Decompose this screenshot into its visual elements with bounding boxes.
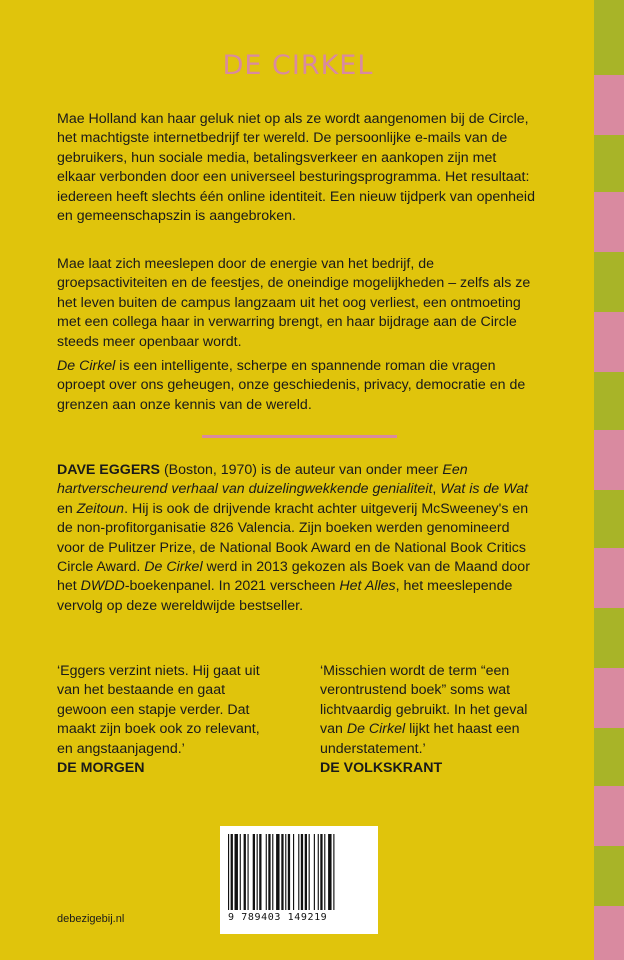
stripe-segment xyxy=(594,372,624,430)
book-title-italic: De Cirkel xyxy=(57,358,116,374)
author-bio xyxy=(57,461,537,616)
publisher-url: debezigebij.nl xyxy=(57,913,125,925)
stripe-segment xyxy=(594,192,624,252)
blurb-paragraph-3 xyxy=(57,357,537,415)
bio-text: . Hij is ook de drijvende kracht achter uitgeverij McSweeney's en de non-profitorganisatie 826 Valencia. Zijn boeken werden genomineerd voor de Pulitzer Prize, de National Book Award en de National Book Critics Circle Award. xyxy=(57,500,529,576)
bio-book-title: Het Alles xyxy=(339,578,396,595)
bio-text: , het meeslepende vervolg op deze wereldwijde bestseller. xyxy=(57,578,513,614)
stripe-segment xyxy=(594,312,624,372)
barcode-bar xyxy=(320,834,322,910)
author-name: DAVE EGGERS xyxy=(57,462,161,478)
stripe-segment xyxy=(594,430,624,490)
barcode-bar xyxy=(293,834,294,910)
stripe-segment xyxy=(594,0,624,75)
barcode-bar xyxy=(231,834,233,910)
barcode-bar xyxy=(257,834,258,910)
bio-text: -boekenpanel. In 2021 verscheen xyxy=(124,578,340,595)
barcode-bar xyxy=(309,834,310,910)
quote-book-title: De Cirkel xyxy=(346,721,406,738)
barcode-bar xyxy=(276,834,279,910)
stripe-segment xyxy=(594,846,624,906)
stripe-segment xyxy=(594,786,624,846)
stripe-segment xyxy=(594,490,624,548)
barcode-bar xyxy=(324,834,325,910)
stripe-segment xyxy=(594,75,624,135)
barcode-bar xyxy=(288,834,290,910)
bio-book-title: De Cirkel xyxy=(144,559,203,576)
stripe-segment xyxy=(594,548,624,608)
barcode-bar xyxy=(240,834,241,910)
barcode-bar xyxy=(318,834,319,910)
quote-source: DE VOLKSKRANT xyxy=(320,760,443,777)
barcode-bar xyxy=(253,834,255,910)
barcode-bar xyxy=(272,834,273,910)
quote-source: DE MORGEN xyxy=(57,760,145,777)
bio-book-title: Wat is de Wat xyxy=(440,481,529,498)
barcode-bar xyxy=(285,834,286,910)
bio-text: , xyxy=(432,481,441,498)
bio-panel-name: DWDD xyxy=(80,578,125,595)
stripe-segment xyxy=(594,135,624,192)
side-stripe xyxy=(594,0,624,960)
stripe-segment xyxy=(594,608,624,668)
barcode-bar xyxy=(298,834,299,910)
blurb-paragraph-2: Mae laat zich meeslepen door de energie van het bedrijf, de groepsactiviteiten en de feestjes, de oneindige mogelijkheden – zelfs als ze het leven buiten de campus langzaam uit het oog verliest, een ontmoeting met een collega haar in verwarring brengt, en haar bijdrage aan de Circle steeds meer openbaar wordt. xyxy=(57,256,531,350)
barcode-bar xyxy=(333,834,334,910)
barcode-bar xyxy=(328,834,331,910)
isbn-number: 9 789403 149219 xyxy=(228,912,328,923)
stripe-segment xyxy=(594,668,624,728)
quote-text: ‘Eggers verzint niets. Hij gaat uit van het bestaande en gaat gewoon een stapje verder. Dat maakt zijn boek ook zo relevant, en angstaanjagend.’ xyxy=(57,663,260,757)
barcode-bar xyxy=(248,834,249,910)
review-quote-1 xyxy=(57,662,272,778)
bio-text: werd in 2013 gekozen als Boek van de Maand door het xyxy=(57,559,530,595)
book-title: DE CIRKEL xyxy=(222,50,374,81)
barcode-bar xyxy=(235,834,238,910)
barcode-bar xyxy=(228,834,229,910)
barcode-bar xyxy=(244,834,246,910)
barcode-bar xyxy=(266,834,267,910)
barcode-bar xyxy=(281,834,283,910)
barcode-bar xyxy=(314,834,315,910)
barcode-bar xyxy=(259,834,261,910)
quote-text: lijkt het haast een understatement.’ xyxy=(320,721,520,757)
stripe-segment xyxy=(594,906,624,960)
stripe-segment xyxy=(594,252,624,312)
bio-book-title: Een hartverscheurend verhaal van duizelingwekkende genialiteit xyxy=(57,462,468,498)
blurb-text: is een intelligente, scherpe en spannende roman die vragen oproept over ons geheugen, onze geschiedenis, privacy, democratie en de grenzen aan onze kennis van de wereld. xyxy=(57,358,526,413)
barcode xyxy=(220,826,378,934)
blurb-paragraph-1: Mae Holland kan haar geluk niet op als ze wordt aangenomen bij de Circle, het machtigste internetbedrijf ter wereld. De persoonlijke e-mails van de gebruikers, hun sociale media, betalingsverkeer en aankopen zijn met elkaar verbonden door een universeel besturingsprogramma. Het resultaat: iedereen heeft slechts één online identiteit. Een nieuw tijdperk van openheid en gemeenschapszin is aangebroken. xyxy=(57,111,535,225)
barcode-bar xyxy=(301,834,303,910)
bio-text: en xyxy=(57,500,77,517)
review-quote-2 xyxy=(320,662,540,778)
bio-text: (Boston, 1970) is de auteur van onder meer xyxy=(160,462,443,478)
barcode-bar xyxy=(268,834,270,910)
divider xyxy=(202,435,397,438)
stripe-segment xyxy=(594,728,624,786)
quote-text: ‘Misschien wordt de term “een verontrustend boek” soms wat lichtvaardig gebruikt. In het geval van xyxy=(320,663,528,738)
bio-book-title: Zeitoun xyxy=(76,500,125,517)
barcode-bar xyxy=(305,834,307,910)
